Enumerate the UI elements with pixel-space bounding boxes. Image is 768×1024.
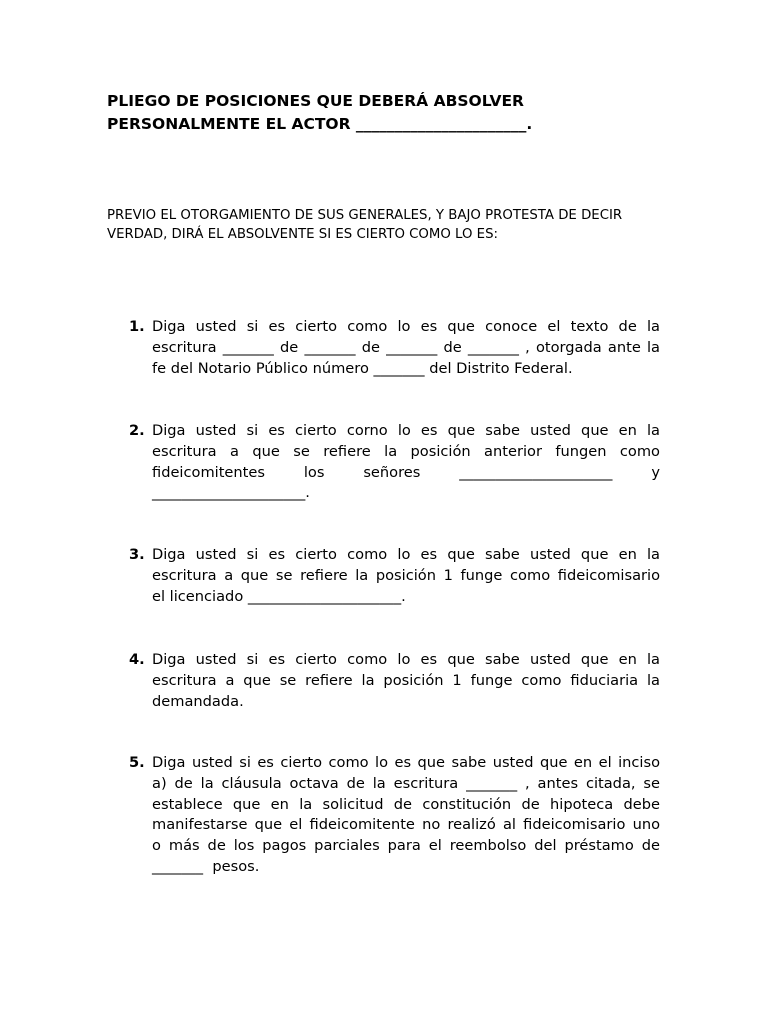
item-line: el licenciado _____________________. xyxy=(152,587,406,605)
title-line-2: PERSONALMENTE EL ACTOR ______________________. xyxy=(107,115,533,133)
item-line: _____________________. xyxy=(152,484,310,502)
item-number: 5. xyxy=(129,754,145,771)
item-line: demandada. xyxy=(152,692,244,710)
item-text xyxy=(152,753,660,878)
item-number: 1. xyxy=(129,318,145,335)
intro-paragraph xyxy=(107,206,667,244)
intro-line-1: PREVIO EL OTORGAMIENTO DE SUS GENERALES, Y BAJO PROTESTA DE DECIR xyxy=(107,208,623,223)
item-line: escritura a que se refiere la posición 1 funge como fiduciaria la xyxy=(152,671,660,689)
intro-line-2: VERDAD, DIRÁ EL ABSOLVENTE SI ES CIERTO COMO LO ES: xyxy=(107,227,498,242)
item-line: establece que en la solicitud de constitución de hipoteca debe xyxy=(152,795,660,813)
item-line: fe del Notario Público número _______ del Distrito Federal. xyxy=(152,359,573,377)
item-text xyxy=(152,545,660,607)
item-number: 4. xyxy=(129,651,145,668)
item-line: escritura a que se refiere la posición 1 funge como fideicomisario xyxy=(152,566,660,584)
item-line: escritura _______ de _______ de _______ de _______ , otorgada ante la xyxy=(152,338,660,356)
item-line: Diga usted si es cierto como lo es que sabe usted que en la xyxy=(152,651,660,668)
item-line: Diga usted si es cierto como lo es que conoce el texto de la xyxy=(152,318,660,335)
item-line: Diga usted si es cierto corno lo es que sabe usted que en la xyxy=(152,422,660,439)
item-text xyxy=(152,650,660,712)
item-line: fideicomitentes los señores _____________________ y xyxy=(152,463,660,481)
item-line: a) de la cláusula octava de la escritura _______ , antes citada, se xyxy=(152,774,660,792)
item-line: manifestarse que el fideicomitente no realizó al fideicomisario uno xyxy=(152,816,660,834)
item-line: escritura a que se refiere la posición anterior fungen como xyxy=(152,442,660,460)
item-line: _______ pesos. xyxy=(152,857,260,875)
item-number: 2. xyxy=(129,422,145,439)
title-line-1: PLIEGO DE POSICIONES QUE DEBERÁ ABSOLVER xyxy=(107,92,524,110)
item-line: Diga usted si es cierto como lo es que sabe usted que en la xyxy=(152,546,660,563)
item-number: 3. xyxy=(129,546,145,563)
item-text xyxy=(152,317,660,379)
item-line: o más de los pagos parciales para el reembolso del préstamo de xyxy=(152,837,660,855)
item-line: Diga usted si es cierto como lo es que sabe usted que en el inciso xyxy=(152,754,660,771)
document-title xyxy=(107,90,667,136)
item-text xyxy=(152,421,660,504)
